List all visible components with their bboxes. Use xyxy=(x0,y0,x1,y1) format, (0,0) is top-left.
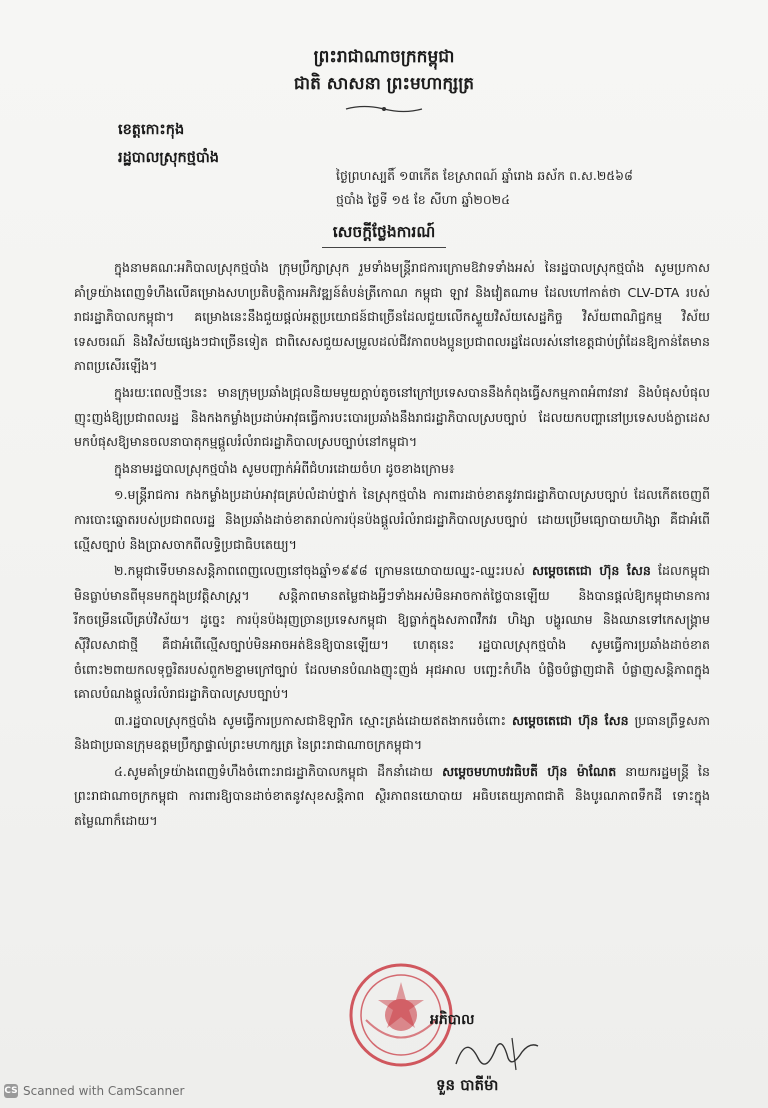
document-title: សេចក្តីថ្លែងការណ៍ xyxy=(332,222,436,241)
issuer-block xyxy=(118,116,219,171)
date-block xyxy=(336,164,716,212)
solar-date: ថ្មបាំង ថ្ងៃទី ១៥ ខែ សីហា ឆ្នាំ២០២៤ xyxy=(336,191,510,207)
paragraph-7-name: សម្តេចមហាបវរធិបតី ហ៊ុន ម៉ាណែត xyxy=(442,763,617,779)
paragraph-7-text: ៤.សូមគាំទ្រយ៉ាងពេញទំហឹងចំពោះរាជរដ្ឋាភិបាលកម្ពុជា ដឹកនាំដោយ xyxy=(114,763,443,779)
national-motto: ជាតិ សាសនា ព្រះមហាក្សត្រ xyxy=(293,74,475,95)
paragraph-3: ក្នុងនាមរដ្ឋបាលស្រុកថ្មបាំង សូមបញ្ជាក់អំពីជំហរដោយចំហ ដូចខាងក្រោម៖ xyxy=(114,460,455,476)
paragraph-6-name: សម្តេចតេជោ ហ៊ុន សែន xyxy=(512,712,629,728)
title-underline xyxy=(322,247,446,248)
signatory-name: ទួន បាតីម៉ា xyxy=(436,1076,499,1094)
paragraph-6-text: ៣.រដ្ឋបាលស្រុកថ្មបាំង សូមធ្វើការប្រកាសជាឱឡារិក ស្មោះត្រង់ដោយឥតងាករេចំពោះ xyxy=(114,712,513,728)
district-administration: រដ្ឋបាលស្រុកថ្មបាំង xyxy=(118,148,219,166)
document-body xyxy=(74,256,710,836)
handwritten-signature-icon xyxy=(452,1028,542,1076)
paragraph-4: ១.មន្ត្រីរាជការ កងកម្លាំងប្រដាប់អាវុធគ្រប់លំដាប់ថ្នាក់ នៃស្រុកថ្មបាំង ការពារដាច់ខាតនូវរាជរដ្ឋាភិបាលស្របច្បាប់ ដែលកើតចេញពីការបោះឆ្នោតរបស់ប្រជាពលរដ្ឋ និងប្រឆាំងដាច់ខាតរាល់ការប៉ុនប៉ងផ្តួលរំលំរាជរដ្ឋាភិបាលស្របច្បាប់ ដោយប្រើមធ្យោបាយហិង្សា គឺជាអំពើល្មើសច្បាប់ និងប្រាសចាកពីលទ្ធិប្រជាធិបតេយ្យ។ xyxy=(74,487,710,552)
paragraph-7-rest: នាយករដ្ឋមន្ត្រី នៃព្រះរាជាណាចក្រកម្ពុជា ការពារឱ្យបានដាច់ខាតនូវសុខសន្តិភាព ស្ថិរភាពនយោបាយ អធិបតេយ្យភាពជាតិ និងបូរណភាពទឹកដី ទោះក្នុងតម្លៃណាក៏ដោយ។ xyxy=(74,763,710,829)
paragraph-2: ក្នុងរយៈពេលថ្មីៗនេះ មានក្រុមប្រឆាំងជ្រុលនិយមមួយក្តាប់តូចនៅក្រៅប្រទេសបាននឹងកំពុងធ្វើសកម្មភាពអំពាវនាវ និងបំផុសបំផុល ញុះញង់ឱ្យប្រជាពលរដ្ឋ និងកងកម្លាំងប្រដាប់អាវុធធ្វើការបះបោរប្រឆាំងនឹងរាជរដ្ឋាភិបាលស្របច្បាប់ ដែលយកបញ្ហានៅប្រទេសបង់ក្លាដេស មកបំផុសឱ្យមានចលនាបាតុកម្មផ្តួលរំលំរាជរដ្ឋាភិបាលស្របច្បាប់នៅកម្ពុជា។ xyxy=(74,384,710,450)
lunar-date: ថ្ងៃព្រហស្បតិ៍ ១៣កើត ខែស្រាពណ៍ ឆ្នាំរោង ឆស័ក ព.ស.២៥៦៨ xyxy=(336,168,633,183)
letterhead xyxy=(0,44,768,114)
signatory-title: អភិបាល xyxy=(430,1012,475,1028)
scanner-watermark xyxy=(4,1084,184,1098)
paragraph-5-name: សម្តេចតេជោ ហ៊ុន សែន xyxy=(531,563,651,579)
paragraph-7 xyxy=(74,760,710,834)
camscanner-icon: CS xyxy=(4,1086,18,1096)
paragraph-5 xyxy=(74,559,710,707)
province-name: ខេត្តកោះកុង xyxy=(118,121,185,138)
paragraph-5-rest: ដែលកម្ពុជាមិនធ្លាប់មានពីមុនមកក្នុងប្រវត្តិសាស្ត្រ។ សន្តិភាពមានតម្លៃជាងអ្វីៗទាំងអស់មិនអាចកាត់ថ្លៃបានឡើយ និងបានផ្តល់ឱ្យកម្ពុជាមានការរីកចម្រើនលើគ្រប់វិស័យ។ ដូច្នេះ ការប៉ុនប៉ងរុញច្រានប្រទេសកម្ពុជា ឱ្យធ្លាក់ក្នុងសភាពវឹកវរ ហិង្សា បង្ហូរឈាម និងឈានទៅកេសង្គ្រាមស៊ីវិលសាជាថ្មី គឺជាអំពើល្មើសច្បាប់មិនអាចអត់ឱនឱ្យបានឡើយ។ ហេតុនេះ រដ្ឋបាលស្រុកថ្មបាំង សូមធ្វើការប្រឆាំងដាច់ខាតចំពោះ២ពាយកលទុច្ចរិតរបស់ពួក២ខ្នាមក្រៅច្បាប់ ដែលមានបំណងញុះញង់ អុជអាល បញ្ឆេះកំហឹង បំផ្លិចបំផ្លាញជាតិ បំផ្លាញសន្តិភាពក្នុងគោលបំណងផ្តួលរំលំរាជរដ្ឋាភិបាលស្របច្បាប់។ xyxy=(74,563,710,702)
kingdom-heading: ព្រះរាជាណាចក្រកម្ពុជា xyxy=(313,47,455,67)
paragraph-6-rest: ប្រធានព្រឹទ្ធសភា និងជាប្រធានក្រុមឧត្តមប្រឹក្សាផ្ទាល់ព្រះមហាក្សត្រ នៃព្រះរាជាណាចក្រកម្ពុជា។ xyxy=(74,712,710,753)
ornament-divider-icon xyxy=(344,104,424,114)
paragraph-6 xyxy=(74,709,710,758)
paragraph-5-text: ២.កម្ពុជាទើបមានសន្តិភាពពេញលេញនៅចុងឆ្នាំ១៩៩៨ ក្រោមនយោបាយឈ្នះ-ឈ្នះរបស់ xyxy=(114,563,532,579)
watermark-text: Scanned with CamScanner xyxy=(23,1084,185,1098)
paragraph-1: ក្នុងនាមគណៈអភិបាលស្រុកថ្មបាំង ក្រុមប្រឹក្សាស្រុក រួមទាំងមន្ត្រីរាជការក្រោមឱវាទទាំងអស់ នៃរដ្ឋបាលស្រុកថ្មបាំង សូមប្រកាសគាំទ្រយ៉ាងពេញទំហឹងលើគម្រោងសហប្រតិបត្តិការអភិវឌ្ឍន៍តំបន់ត្រីកោណ កម្ពុជា ឡាវ និងវៀតណាម ដែលហៅកាត់ថា CLV-DTA របស់រាជរដ្ឋាភិបាលកម្ពុជា។ គម្រោងនេះនឹងជួយផ្តល់អត្ថប្រយោជន៍ជាច្រើនដែលជួយលើកស្ទួយវិស័យសេដ្ឋកិច្ច វិស័យពាណិជ្ជកម្ម វិស័យទេសចរណ៍ និងវិស័យផ្សេងៗជាច្រើនទៀត ជាពិសេសជួយសម្រួលដល់ជីវភាពបងប្អូនប្រជាពលរដ្ឋដែលរស់នៅខេត្តជាប់ព្រំដែនឱ្យកាន់តែមានភាពប្រសើរឡើង។ xyxy=(74,260,710,374)
